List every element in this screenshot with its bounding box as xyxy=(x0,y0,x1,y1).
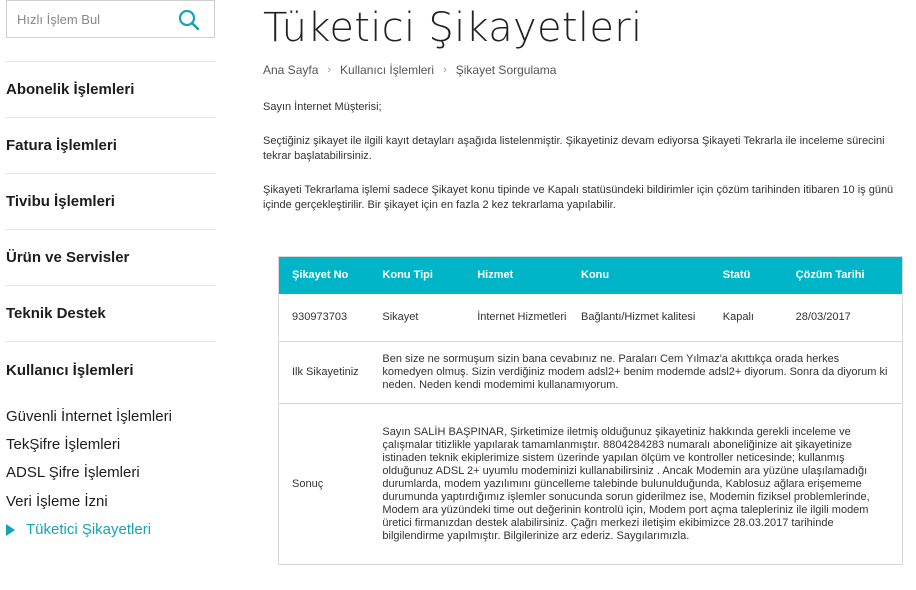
result-label: Sonuç xyxy=(292,477,324,490)
result-row xyxy=(279,404,903,565)
first-complaint-text: Ben size ne sormuşum sizin bana cevabınız ne. Paraları Cem Yılmaz'a akıttıkça orada herkes komedyen olmuş. Sizin verdiğiniz modem adsl2+ benim modemde adsl2+ diyorum. Sonra da diyorum ki neden. Neden kendi modemimi kullanamıyorum. xyxy=(369,342,902,404)
sidebar xyxy=(6,0,215,544)
table-row xyxy=(279,294,903,342)
column-header-topic: Konu xyxy=(568,257,710,294)
cell-status: Kapalı xyxy=(710,294,783,342)
submenu-item-safe-internet[interactable]: Güvenli İnternet İşlemleri xyxy=(6,407,172,425)
first-complaint-label: Ilk Sikayetiniz xyxy=(279,342,370,404)
chevron-right-icon: › xyxy=(443,64,447,76)
greeting-text: Sayın İnternet Müşterisi; xyxy=(263,101,382,113)
breadcrumb-user-operations[interactable]: Kullanıcı İşlemleri xyxy=(340,63,435,77)
menu-item-user-operations[interactable]: Kullanıcı İşlemleri xyxy=(6,361,134,379)
arrow-right-icon xyxy=(6,524,15,536)
submenu-item-data-processing-consent[interactable]: Veri İşleme İzni xyxy=(6,492,108,510)
submenu-item-label: Tüketici Şikayetleri xyxy=(26,521,152,539)
quick-search-box xyxy=(6,0,215,38)
column-header-service: Hizmet xyxy=(464,257,568,294)
first-complaint-row xyxy=(279,342,903,404)
menu-item-products-services[interactable]: Ürün ve Servisler xyxy=(6,230,215,286)
column-header-complaint-no: Şikayet No xyxy=(279,257,370,294)
quick-search-input[interactable] xyxy=(7,1,167,37)
complaint-table xyxy=(278,256,903,565)
menu-item-invoice[interactable]: Fatura İşlemleri xyxy=(6,118,215,174)
submenu-item-adsl-password[interactable]: ADSL Şifre İşlemleri xyxy=(6,464,140,482)
breadcrumb-home[interactable]: Ana Sayfa xyxy=(263,63,319,77)
page-title: Tüketici Şikayetleri xyxy=(263,5,643,51)
submenu-item-consumer-complaints[interactable] xyxy=(6,516,215,544)
main-menu xyxy=(6,61,215,398)
menu-item-tivibu[interactable]: Tivibu İşlemleri xyxy=(6,174,215,230)
cell-complaint-no: 930973703 xyxy=(279,294,370,342)
menu-item-technical-support[interactable]: Teknik Destek xyxy=(6,286,215,342)
search-icon[interactable] xyxy=(178,9,200,31)
table-header-row xyxy=(279,257,903,294)
info-paragraph-1: Seçtiğiniz şikayet ile ilgili kayıt detayları aşağıda listelenmiştir. Şikayetiniz devam ediyorsa Şikayeti Tekrarla ile inceleme sürecini tekrar başlatabilirsiniz. xyxy=(263,135,885,162)
info-paragraph-2: Şikayeti Tekrarlama işlemi sadece Şikayet konu tipinde ve Kapalı statüsündeki bildirimler için çözüm tarihinden itibaren 10 iş günü içinde gerçekleştirilir. Bir şikayet için en fazla 2 kez tekrarlama yapılabilir. xyxy=(263,184,894,211)
intro-text xyxy=(263,100,909,213)
column-header-status: Statü xyxy=(710,257,783,294)
submenu-item-tekshifre[interactable]: TekŞifre İşlemleri xyxy=(6,436,121,454)
cell-topic: Bağlantı/Hizmet kalitesi xyxy=(568,294,710,342)
cell-resolution-date: 28/03/2017 xyxy=(783,294,903,342)
chevron-right-icon: › xyxy=(327,64,332,76)
cell-subject-type: Sikayet xyxy=(369,294,464,342)
breadcrumb-complaint-query[interactable]: Şikayet Sorgulama xyxy=(455,63,557,77)
user-operations-submenu xyxy=(6,402,215,544)
column-header-subject-type: Konu Tipi xyxy=(369,257,464,294)
cell-service: İnternet Hizmetleri xyxy=(464,294,568,342)
breadcrumb xyxy=(263,62,916,78)
main-content xyxy=(263,0,916,213)
menu-item-subscription[interactable]: Abonelik İşlemleri xyxy=(6,62,215,118)
column-header-resolution-date: Çözüm Tarihi xyxy=(783,257,903,294)
result-text: Sayın SALİH BAŞPINAR, Şirketimize iletmiş olduğunuz şikayetiniz hakkında gerekli inceleme ve çalışmalar titizlikle yapılarak tamamlanmıştır. 8804284283 numaralı aboneliğinize ait şikayetinize istinaden teknik ekiplerimize sistem üzerinde yapılan ölçüm ve kontroller neticesinde; kullanmış olduğunuz ADSL 2+ uyumlu modeminizi kullanabilirsiniz . Ancak Modemin ara yüzüne ulaşılamadığı durumlarda, modem yazılımını güncelleme talebinde bulunulduğunda, Kablosuz ağlara erişememe durumunda yaptırdığımız işlemler sonucunda sorun giderilmez ise, Modemin fiziksel problemlerinde, Modem ara yüzündeki time out değerinin kontrolü için, Modem port açma talepleriniz ile ilgili modem üretici firmanızdan destek alabilirsiniz. Çağrı merkezi iletişim ekibimizce 28.03.2017 tarihinde bilgilendirme yapılmıştır. Bilgilerinize arz ederiz. Saygılarımızla. xyxy=(382,425,870,542)
